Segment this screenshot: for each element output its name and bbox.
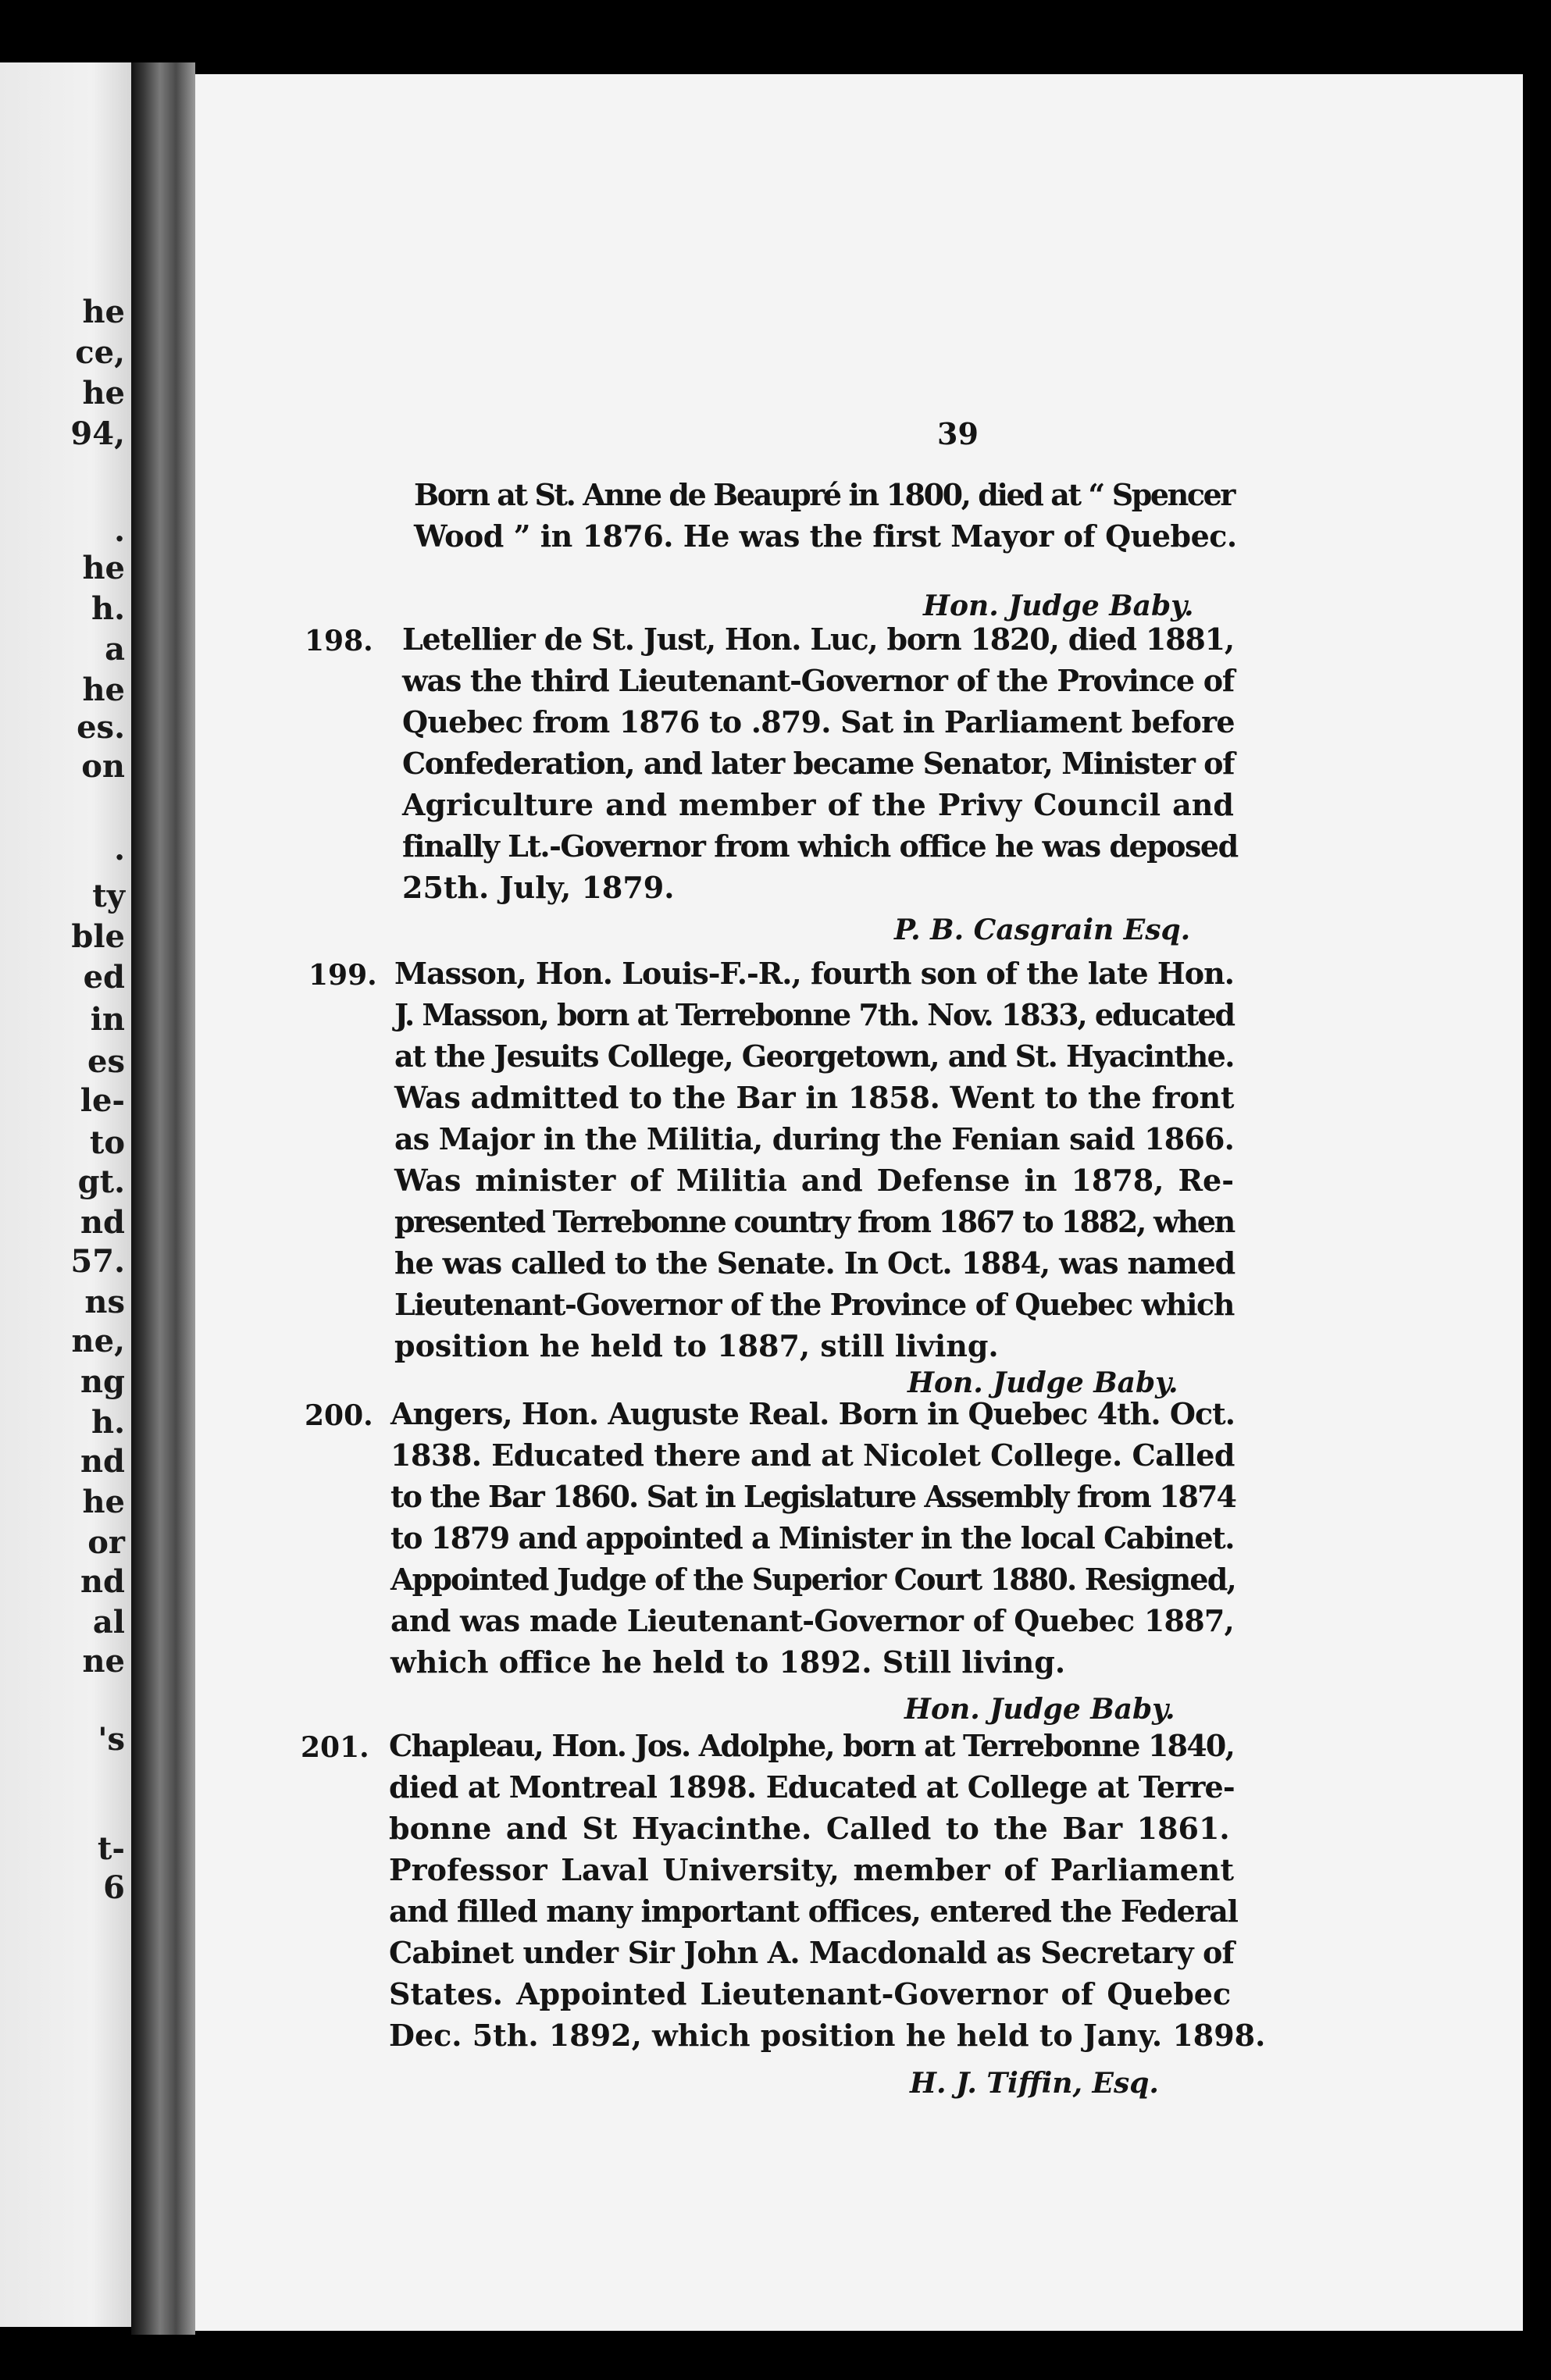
entry-line: Letellier de St. Just, Hon. Luc, born 1820, died 1881, [402, 622, 1234, 657]
left-page-fragment: a [105, 631, 125, 668]
left-page-fragment: ble [71, 918, 125, 955]
entry-line: Was admitted to the Bar in 1858. Went to the front [394, 1080, 1235, 1115]
entry-line: which office he held to 1892. Still living. [390, 1644, 1066, 1680]
entry-line: and was made Lieutenant-Governor of Quebec 1887, [390, 1603, 1234, 1638]
left-page-fragment: ne, [71, 1323, 125, 1359]
intro-line: Wood ” in 1876. He was the first Mayor of Quebec. [414, 518, 1237, 554]
entry-number: 199. [308, 959, 377, 992]
left-page-fragment: to [89, 1124, 125, 1161]
left-page-fragment: t- [97, 1830, 125, 1867]
left-page-fragment: . [114, 831, 125, 868]
left-page-fragment: . [114, 512, 125, 549]
left-page-fragment: he [82, 294, 125, 330]
left-page-fragment: h. [91, 590, 125, 627]
left-page-fragment: es. [77, 709, 125, 746]
left-page-fragment: es [87, 1043, 125, 1080]
entry-line: Agriculture and member of the Privy Council and [402, 787, 1234, 822]
entry-number: 200. [305, 1399, 373, 1432]
entry-line: bonne and St Hyacinthe. Called to the Bar 1861. [389, 1811, 1230, 1846]
entry-number: 201. [301, 1731, 369, 1764]
intro-line: Born at St. Anne de Beaupré in 1800, died at “ Spencer [414, 477, 1234, 512]
book-gutter [131, 62, 195, 2335]
entry-attribution: Hon. Judge Baby. [907, 1366, 1178, 1399]
entry-attribution: H. J. Tiffin, Esq. [910, 2067, 1159, 2100]
entry-line: died at Montreal 1898. Educated at College at Terre- [389, 1769, 1235, 1805]
left-page-fragment: nd [80, 1443, 125, 1480]
left-page-fragment: ed [83, 959, 125, 996]
left-page-fragment: he [82, 550, 125, 586]
left-page-fragment: ce, [75, 334, 125, 371]
entry-line: to 1879 and appointed a Minister in the local Cabinet. [390, 1520, 1234, 1555]
left-page-fragment: le- [80, 1082, 125, 1119]
entry-line: J. Masson, born at Terrebonne 7th. Nov. 1833, educated [394, 997, 1234, 1032]
entry-line: Angers, Hon. Auguste Real. Born in Quebec 4th. Oct. [390, 1396, 1235, 1431]
left-page-fragment: 57. [70, 1243, 125, 1280]
entry-line: Dec. 5th. 1892, which position he held to Jany. 1898. [389, 2018, 1266, 2053]
entry-number: 198. [305, 625, 373, 657]
left-page-fragment: nd [80, 1563, 125, 1600]
left-page-fragment: in [90, 1001, 125, 1038]
left-page-fragment: gt. [77, 1163, 125, 1200]
left-page-fragment: 's [98, 1721, 125, 1758]
entry-line: was the third Lieutenant-Governor of the Province of [402, 663, 1234, 698]
entry-line: Was minister of Militia and Defense in 1878, Re- [394, 1163, 1234, 1198]
entry-line: position he held to 1887, still living. [394, 1328, 999, 1363]
entry-line: 25th. July, 1879. [402, 870, 675, 905]
entry-line: as Major in the Militia, during the Fenian said 1866. [394, 1121, 1234, 1156]
entry-line: he was called to the Senate. In Oct. 1884, was named [394, 1245, 1235, 1281]
left-page-fragment: nd [80, 1204, 125, 1241]
left-page-fragment: ty [92, 878, 125, 914]
entry-attribution: Hon. Judge Baby. [904, 1693, 1175, 1726]
entry-line: finally Lt.-Governor from which office he was deposed [402, 828, 1238, 864]
entry-line: Confederation, and later became Senator, Minister of [402, 746, 1234, 781]
entry-line: to the Bar 1860. Sat in Legislature Assembly from 1874 [390, 1479, 1235, 1514]
entry-line: presented Terrebonne country from 1867 to 1882, when [394, 1204, 1234, 1239]
left-page-fragment: 6 [103, 1869, 125, 1906]
entry-line: at the Jesuits College, Georgetown, and St. Hyacinthe. [394, 1039, 1234, 1074]
left-page-fragment: ne [82, 1643, 125, 1680]
left-page-fragment: he [82, 375, 125, 412]
left-page-fragment: or [87, 1524, 125, 1561]
left-page-fragment: ng [80, 1363, 125, 1400]
left-page-fragment: ns [84, 1284, 125, 1320]
entry-line: Masson, Hon. Louis-F.-R., fourth son of the late Hon. [394, 956, 1234, 991]
left-page-fragment: he [82, 1484, 125, 1520]
left-page-fragment: al [92, 1604, 125, 1641]
left-page-fragment: h. [91, 1404, 125, 1441]
entry-line: Lieutenant-Governor of the Province of Quebec which [394, 1287, 1234, 1322]
page-number: 39 [937, 416, 979, 451]
entry-attribution: P. B. Casgrain Esq. [894, 914, 1191, 946]
left-page-fragment: 94, [70, 415, 125, 452]
entry-line: Cabinet under Sir John A. Macdonald as Secretary of [389, 1935, 1234, 1970]
entry-line: Quebec from 1876 to .879. Sat in Parliament before [402, 704, 1235, 739]
page [195, 74, 1523, 2331]
entry-line: Chapleau, Hon. Jos. Adolphe, born at Terrebonne 1840, [389, 1728, 1234, 1763]
left-page-fragment: he [82, 672, 125, 708]
left-page-fragment: on [81, 748, 125, 785]
intro-attribution: Hon. Judge Baby. [923, 590, 1194, 622]
entry-line: and filled many important offices, entered the Federal [389, 1894, 1238, 1929]
entry-line: States. Appointed Lieutenant-Governor of Quebec [389, 1976, 1232, 2011]
entry-line: Professor Laval University, member of Parliament [389, 1852, 1234, 1887]
entry-line: 1838. Educated there and at Nicolet College. Called [390, 1438, 1235, 1473]
entry-line: Appointed Judge of the Superior Court 1880. Resigned, [390, 1562, 1235, 1597]
